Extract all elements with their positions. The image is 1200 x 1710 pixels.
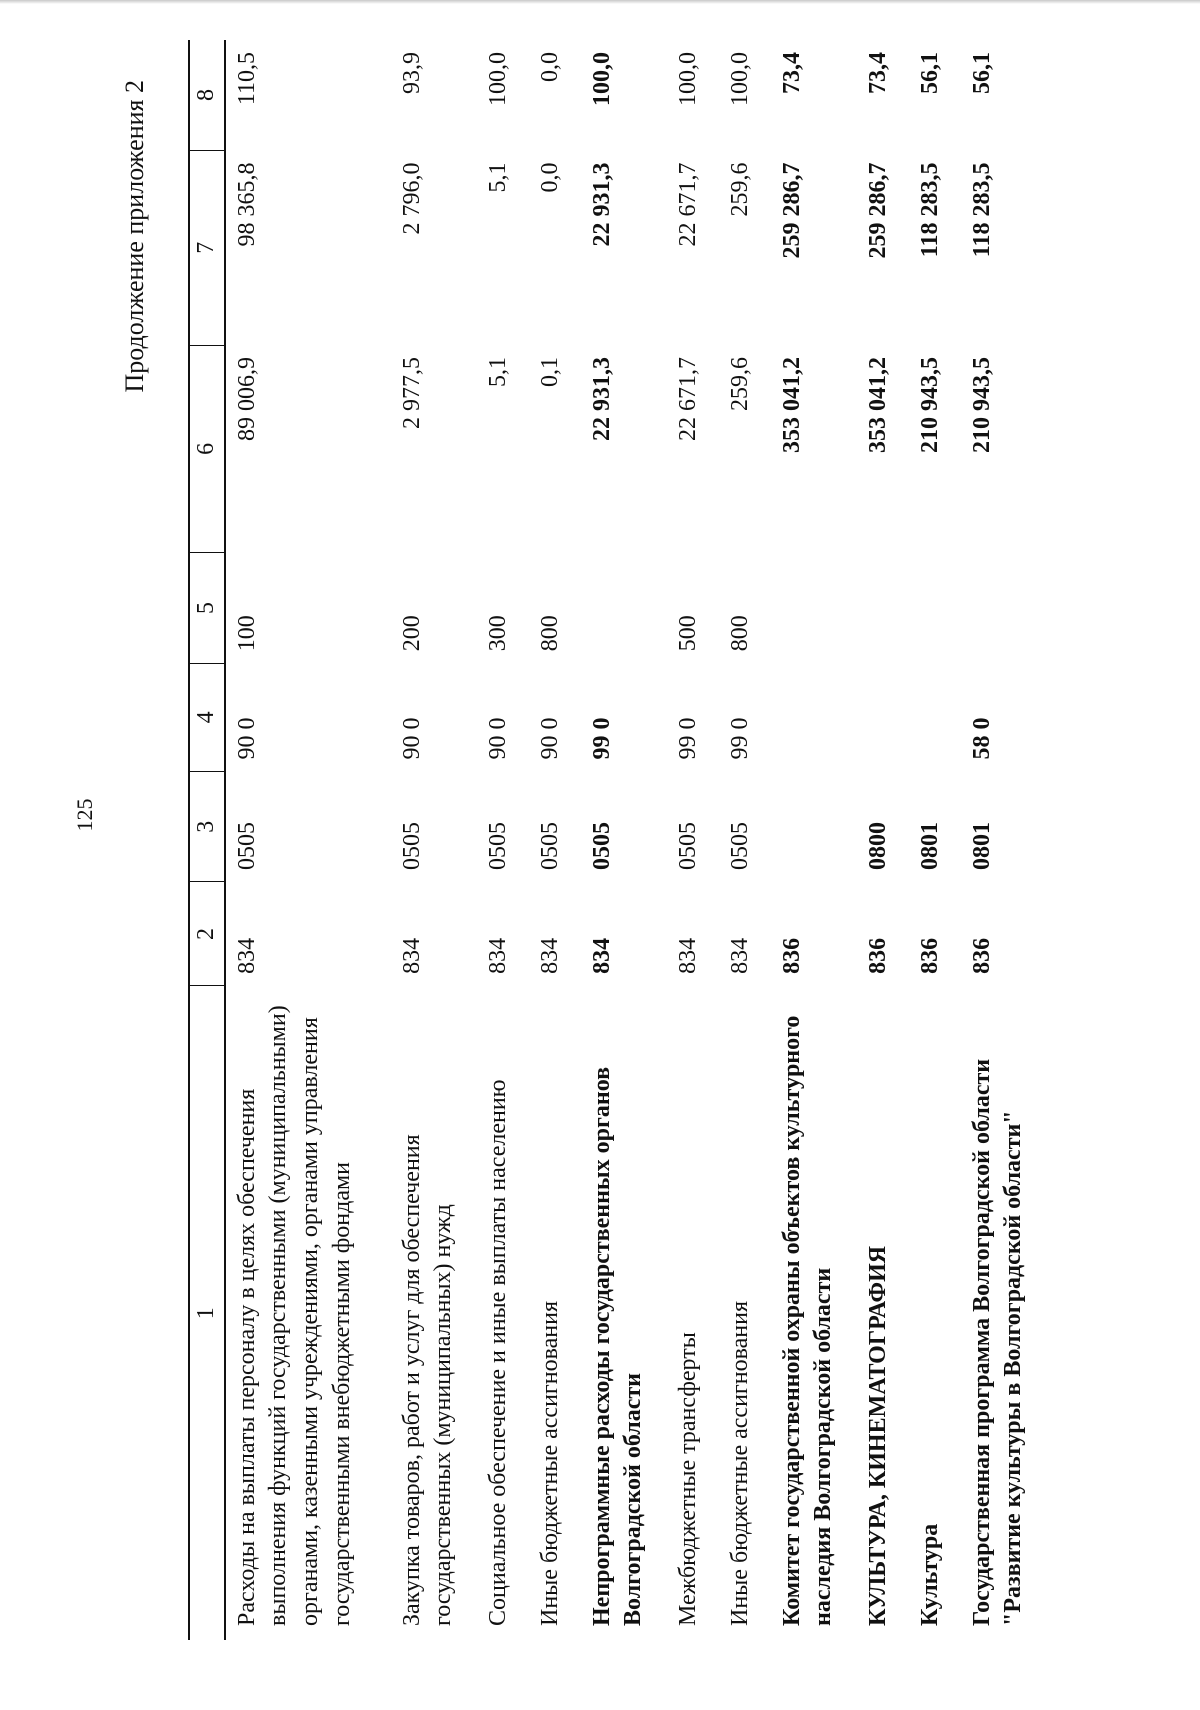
row-department-code: 834 <box>674 937 701 974</box>
row-section-code: 0505 <box>233 822 260 870</box>
row-expense-type <box>857 553 909 663</box>
row-section-code: 0505 <box>726 822 753 870</box>
row-actual-amount: 0,0 <box>536 162 563 193</box>
row-section-code: 0801 <box>916 822 943 870</box>
row-actual-amount: 2 796,0 <box>398 162 425 235</box>
row-program-code <box>857 663 909 771</box>
row-percent: 110,5 <box>233 52 260 106</box>
table-row <box>391 40 477 1640</box>
column-header-5: 5 <box>189 553 225 663</box>
row-section-code: 0800 <box>864 822 891 870</box>
row-planned-amount: 22 671,7 <box>674 357 701 442</box>
row-actual-amount: 98 365,8 <box>233 162 260 247</box>
row-expense-type: 100 <box>233 615 260 652</box>
row-percent: 56,1 <box>916 52 943 94</box>
appendix-continuation-note: Продолжение приложения 2 <box>120 80 149 393</box>
row-planned-amount: 22 931,3 <box>588 357 615 442</box>
row-actual-amount: 118 283,5 <box>916 162 943 258</box>
row-description: Закупка товаров, работ и услуг для обеспечения государственных (муниципальных) нужд <box>398 1134 457 1626</box>
row-department-code: 834 <box>398 937 425 974</box>
row-expense-type: 300 <box>484 615 511 652</box>
row-department-code: 834 <box>726 937 753 974</box>
table-row <box>961 40 1047 1640</box>
row-program-code <box>909 663 961 771</box>
row-program-code: 99 0 <box>674 717 701 760</box>
row-section-code: 0801 <box>968 822 995 870</box>
page-number: 125 <box>72 798 97 832</box>
table-row <box>857 40 909 1640</box>
row-program-code: 90 0 <box>484 717 511 760</box>
row-department-code: 834 <box>588 937 615 974</box>
row-actual-amount: 22 671,7 <box>674 162 701 247</box>
row-expense-type <box>771 553 857 663</box>
row-department-code: 836 <box>864 937 891 974</box>
table-header <box>189 40 225 1640</box>
row-planned-amount: 259,6 <box>726 357 753 412</box>
table-row <box>581 40 667 1640</box>
row-description: Комитет государственной охраны объектов культурного наследия Волгоградской области <box>778 1015 837 1626</box>
row-planned-amount: 2 977,5 <box>398 357 425 430</box>
row-description: Социальное обеспечение и иные выплаты населению <box>484 1079 511 1626</box>
row-section-code: 0505 <box>588 822 615 870</box>
row-actual-amount: 259 286,7 <box>864 162 891 259</box>
row-percent: 100,0 <box>588 52 615 106</box>
row-department-code: 836 <box>778 937 805 974</box>
row-description: КУЛЬТУРА, КИНЕМАТОГРАФИЯ <box>864 1245 891 1626</box>
table-row <box>771 40 857 1640</box>
row-percent: 100,0 <box>726 52 753 106</box>
row-expense-type <box>909 553 961 663</box>
column-header-7: 7 <box>189 151 225 345</box>
row-actual-amount: 5,1 <box>484 162 511 193</box>
row-expense-type: 500 <box>674 615 701 652</box>
row-planned-amount: 353 041,2 <box>778 357 805 454</box>
row-actual-amount: 259,6 <box>726 162 753 217</box>
row-percent: 100,0 <box>484 52 511 106</box>
column-header-6: 6 <box>189 345 225 553</box>
row-planned-amount: 89 006,9 <box>233 357 260 442</box>
row-section-code: 0505 <box>484 822 511 870</box>
table-row <box>667 40 719 1640</box>
row-expense-type: 200 <box>398 615 425 652</box>
row-description: Межбюджетные трансферты <box>674 1332 701 1626</box>
row-description: Непрограммные расходы государственных органов Волгоградской области <box>588 1066 647 1626</box>
row-section-code: 0505 <box>536 822 563 870</box>
column-header-4: 4 <box>189 663 225 771</box>
row-department-code: 834 <box>536 937 563 974</box>
row-program-code: 58 0 <box>968 717 995 760</box>
row-program-code <box>771 663 857 771</box>
row-planned-amount: 210 943,5 <box>916 357 943 454</box>
row-expense-type <box>961 553 1047 663</box>
table-row <box>909 40 961 1640</box>
table-row <box>719 40 771 1640</box>
table-body <box>225 40 1047 1640</box>
row-program-code: 99 0 <box>588 717 615 760</box>
row-expense-type <box>581 553 667 663</box>
row-actual-amount: 22 931,3 <box>588 162 615 247</box>
row-planned-amount: 5,1 <box>484 357 511 388</box>
row-planned-amount: 210 943,5 <box>968 357 995 454</box>
column-header-2: 2 <box>189 882 225 986</box>
row-section-code: 0505 <box>674 822 701 870</box>
row-description: Культура <box>916 1523 943 1626</box>
row-percent: 93,9 <box>398 52 425 94</box>
row-description: Иные бюджетные ассигнования <box>726 1301 753 1626</box>
row-program-code: 90 0 <box>233 717 260 760</box>
row-section-code <box>771 772 857 882</box>
row-percent: 56,1 <box>968 52 995 94</box>
row-program-code: 90 0 <box>398 717 425 760</box>
table-row <box>225 40 391 1640</box>
row-percent: 73,4 <box>864 52 891 94</box>
row-description: Государственная программа Волгоградской области "Развитие культуры в Волгоградской области" <box>968 1058 1027 1626</box>
row-department-code: 834 <box>484 937 511 974</box>
row-program-code: 99 0 <box>726 717 753 760</box>
row-description: Иные бюджетные ассигнования <box>536 1301 563 1626</box>
column-header-3: 3 <box>189 772 225 882</box>
row-planned-amount: 353 041,2 <box>864 357 891 454</box>
row-percent: 0,0 <box>536 52 563 82</box>
row-actual-amount: 118 283,5 <box>968 162 995 258</box>
row-program-code: 90 0 <box>536 717 563 760</box>
row-percent: 73,4 <box>778 52 805 94</box>
budget-table <box>188 40 1047 1640</box>
row-department-code: 836 <box>968 937 995 974</box>
row-expense-type: 800 <box>536 615 563 652</box>
row-percent: 100,0 <box>674 52 701 106</box>
row-expense-type: 800 <box>726 615 753 652</box>
row-section-code: 0505 <box>398 822 425 870</box>
row-actual-amount: 259 286,7 <box>778 162 805 259</box>
row-department-code: 836 <box>916 937 943 974</box>
row-planned-amount: 0,1 <box>536 357 563 388</box>
row-department-code: 834 <box>233 937 260 974</box>
table-row <box>529 40 581 1640</box>
table-row <box>477 40 529 1640</box>
row-description: Расходы на выплаты персоналу в целях обеспечения выполнения функций государственными (муниципальными) органами, казенными учреждениями, органами управления государственными внебюджетными фондами <box>233 1005 355 1626</box>
column-header-8: 8 <box>189 40 225 151</box>
column-header-1: 1 <box>189 986 225 1640</box>
